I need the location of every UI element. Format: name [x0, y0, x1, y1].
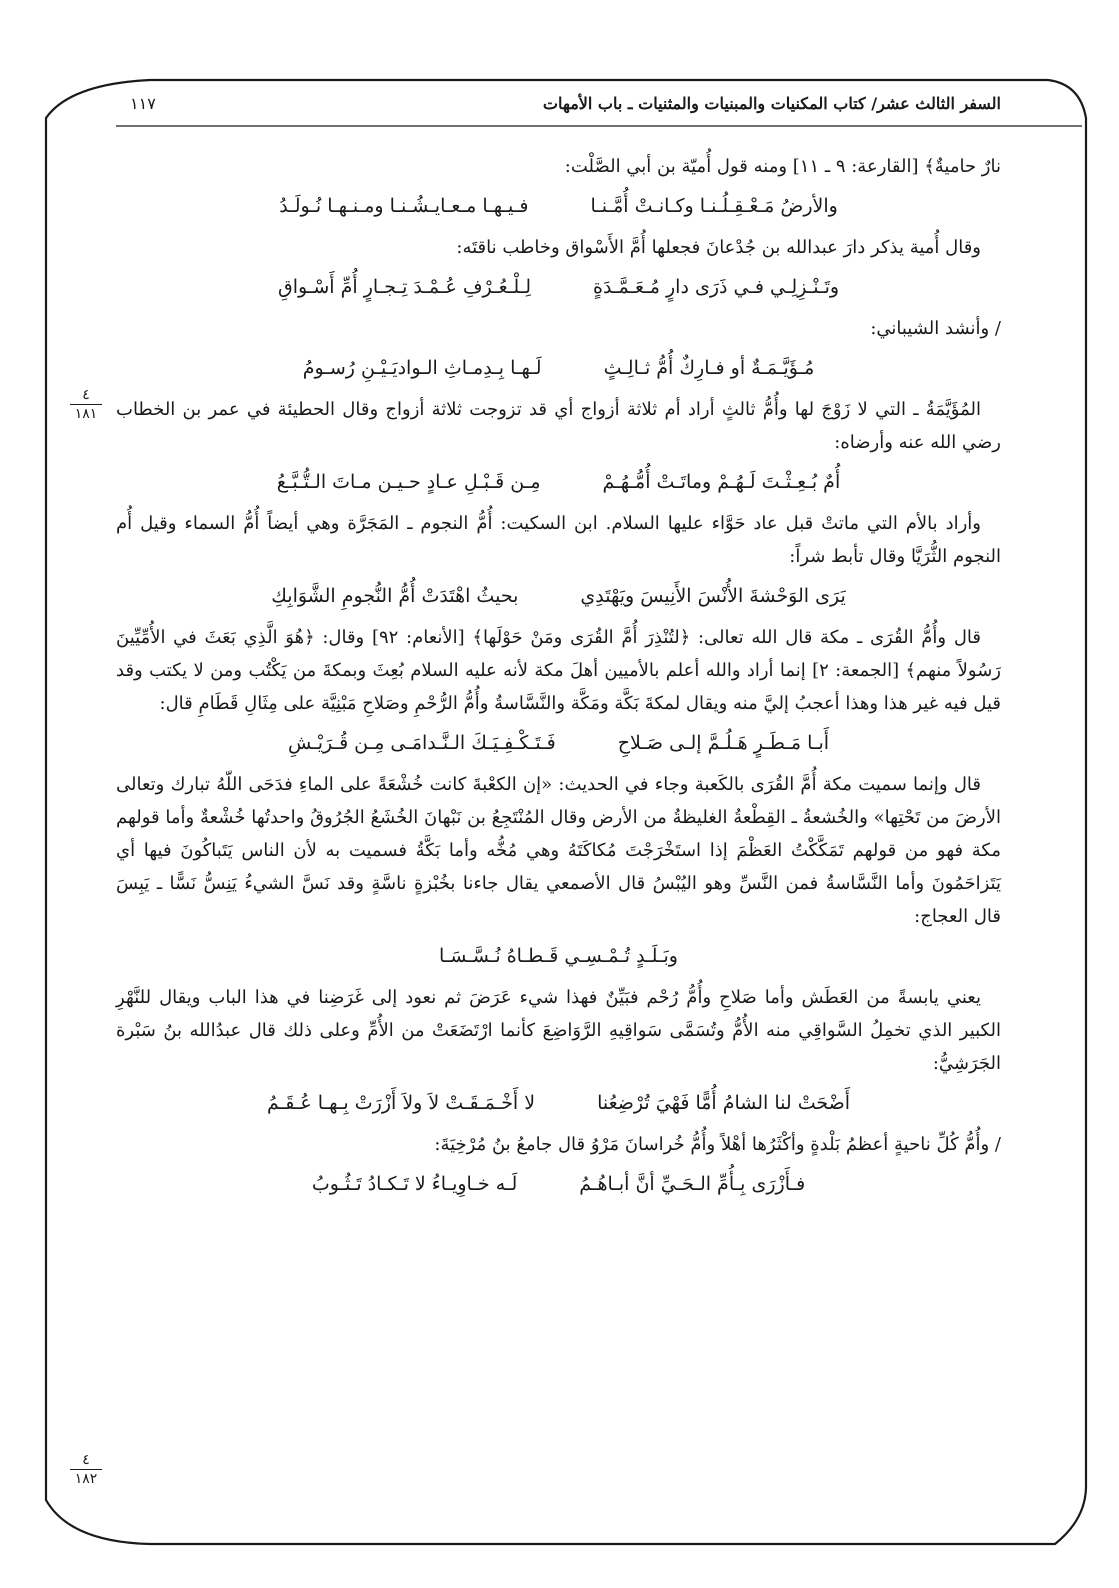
header-title: السفر الثالث عشر/ كتاب المكنيات والمبنيات والمثنيات ـ باب الأمهات [542, 93, 1001, 113]
verse-line [116, 270, 1001, 304]
margin-reference-1 [66, 387, 106, 422]
verse-single-hemistich: وبَـلَـدٍ تُـمْـسِـي قَـطـاهُ نُـسَّـسَـا [439, 945, 678, 967]
verse-line [116, 1086, 1001, 1120]
paragraph: المُؤَيَّمَةُ ـ التي لا زَوْجَ لها وأُمُّ ثالثٍ أراد أم ثلاثة أزواج أي قد تزوجت ثلاثة أزواج وقال الحطيئة في عمر بن الخطاب رضي الله عنه وأرضاه: [116, 399, 1001, 453]
verse-line [116, 351, 1001, 385]
paragraph: وقال أُمية يذكر دارَ عبدالله بن جُدْعانَ فجعلها أُمَّ الأَسْواق وخاطب ناقتَه: [456, 237, 981, 258]
verse-second-hemistich: مِـن قَـبْـلِ عـادٍ حـيـن مـاتَ الـتُّـبَّـعُ [276, 471, 541, 493]
verse-second-hemistich: لا أَخْـمَـقَـتْ لاَ ولاَ أَزْرَتْ بِـهـا عُـقَـمُ [266, 1092, 536, 1114]
verse-line [116, 726, 1001, 760]
paragraph: نارٌ حاميةٌ﴾ [القارعة: ٩ ـ ١١] ومنه قول أُميّة بن أبي الصَّلْت: [564, 156, 1001, 177]
verse-first-hemistich: أُمٌ بُـعِـثْـتَ لَـهُـمْ وماتَـتْ أُمُّـهُـمْ [602, 471, 841, 493]
margin-ref-divider [70, 404, 102, 405]
page-number: ١١٧ [130, 93, 156, 113]
margin-reference-2 [66, 1452, 106, 1487]
paragraph: يعني يابسةً من العَطَش وأما صَلاحِ وأُمُّ رُحْم فبَيِّنٌ فهذا شيء عَرَضَ ثم نعود إلى غَرَضِنا في هذا الباب ويقال للنَّهْرِ الكبير الذي تخمِلُ السَّواقِي منه الأُمُّ وتُسَمَّى سَواقِيهِ الرَّوَاضِعَ كأنما ارْتَضَعَتْ من الأُمِّ وعلى ذلك قال عبدُالله بنُ سَبْرة الجَرَشِيُّ: [116, 987, 1001, 1074]
verse-second-hemistich: فَـتَـكْـفِـيَـكَ الـنَّـدامَـى مِـن قُـرَيْـشِ [287, 732, 556, 754]
margin-ref-page: ١٨١ [74, 406, 98, 422]
verse-first-hemistich: أَضْحَتْ لنا الشامُ أُمًّا فَهْيَ تُرْضِعُنا [597, 1092, 851, 1114]
verse-line [116, 465, 1001, 499]
margin-ref-page: ١٨٢ [74, 1471, 98, 1487]
paragraph: قال وأُمُّ القُرَى ـ مكة قال الله تعالى: ﴿لتُنْذِرَ أُمَّ القُرَى ومَنْ حَوْلَها﴾ [الأنعام: ٩٢] وقال: ﴿هُوَ الَّذِي بَعَثَ في الأُمِّيِّينَ رَسُولاً منهم﴾ [الجمعة: ٢] إنما أراد والله أعلم بالأميين أهلَ مكة لأنه عليه السلام بُعِثَ وبمكةَ من يَكْتُب ومن لا يكتب وقد قيل فيه غير هذا وهذا أعجبُ إليَّ منه ويقال لمكةَ بَكَّة ومَكَّة والنَّسَّاسةُ وأُمُّ الرُّحْمِ وصَلاحِ مَبْنِيَّة على مِثَالِ قَطَامِ قال: [116, 627, 1001, 714]
paragraph: / وأُمُّ كُلِّ ناحيةٍ أعظمُ بَلْدةٍ وأكْثَرُها أهْلاً وأُمُّ خُراسانَ مَرْوُ قال جامعُ بنُ مُرْخِيَةَ: [434, 1134, 1001, 1155]
verse-second-hemistich: فـيـهـا مـعـايـشُـنـا ومـنـهـا نُـولَـدُ [279, 195, 529, 217]
verse-line [116, 189, 1001, 223]
verse-line [116, 939, 1001, 973]
verse-first-hemistich: وتَـنْـزِلِـي فـي ذَرَى دارٍ مُـعَـمَّـدَةٍ [593, 276, 840, 298]
margin-ref-divider [70, 1469, 102, 1470]
verse-first-hemistich: فـأَزْرَى بِـأُمِّ الـحَـيِّ أنَّ أبـاهُـمُ [579, 1173, 806, 1195]
paragraph: قال وإنما سميت مكة أُمَّ القُرَى بالكَعبة وجاء في الحديث: «إن الكعْبةَ كانت خُشْعَةً على الماءِ فدَحَى اللّهُ تبارك وتعالى الأرضَ من تَحْتِها» والخُشعةُ ـ القِطْعةُ الغليظةُ من الأرض وقال المُنْتَجِعُ بن نَبْهانَ الخُشَعُ الجُرُوقُ واحدتُها خُشْعةٌ وأما قولهم مكة فهو من قولهم تَمَكَّكْتُ العَظْمَ إذا استَخْرَجْتَ مُكاكَتَهُ وهي مُخُّه وأما بَكَّةُ فسميت به لأن الناس يَتَباكُونَ فيها أي يَتَزاحَمُونَ وأما النَّسَّاسةُ فمن النَّسِّ وهو اليُبْسُ قال الأصمعي يقال جاءنا بخُبْزةٍ ناسَّةٍ وقد نَسَّ الشيءُ يَنِسُّ نَسًّا ـ يَبِسَ قال العجاج: [116, 774, 1001, 927]
margin-ref-volume: ٤ [82, 1452, 90, 1468]
verse-second-hemistich: لَـه خـاوِيـاءُ لا تَـكـادُ تَـثُـوبُ [311, 1173, 518, 1195]
verse-second-hemistich: لَـهـا بِـدِمـاثِ الـواديَـيْـنِ رُسـومُ [302, 357, 542, 379]
verse-line [116, 1167, 1001, 1201]
verse-line [116, 579, 1001, 613]
verse-second-hemistich: لِـلْـعُـرْفِ عُـمْـدَ تِـجـارٍ أُمِّ أَسْـواقِ [277, 276, 531, 298]
margin-ref-volume: ٤ [82, 387, 90, 403]
verse-second-hemistich: بحيثُ اهْتَدَتْ أُمُّ النُّجومِ الشَّوَابِكِ [271, 585, 519, 607]
verse-first-hemistich: مُـؤَيَّـمَـةٌ أو فـارِكٌ أُمُّ ثـالِـثٍ [603, 357, 815, 379]
paragraph: وأراد بالأم التي ماتتْ قبل عاد حَوَّاء عليها السلام. ابن السكيت: أُمُّ النجوم ـ المَجَرَّة وهي أيضاً أُمُّ السماء وقيل أُم النجوم الثُّرَيَّا وقال تأبط شراً: [116, 513, 1001, 567]
verse-first-hemistich: يَرَى الوَحْشةَ الأُنْسَ الأَنِيسَ ويَهْتَدِي [580, 585, 846, 607]
paragraph: / وأنشد الشيباني: [870, 318, 1001, 339]
page-body [116, 150, 1001, 1209]
verse-first-hemistich: والأرضُ مَـعْـقِـلُـنـا وكـانـتْ أُمَّـنـا [590, 195, 838, 217]
running-header [130, 88, 1001, 118]
verse-first-hemistich: أَبـا مَـطَـرٍ هَـلُـمَّ إلـى صَـلاحِ [617, 732, 830, 754]
